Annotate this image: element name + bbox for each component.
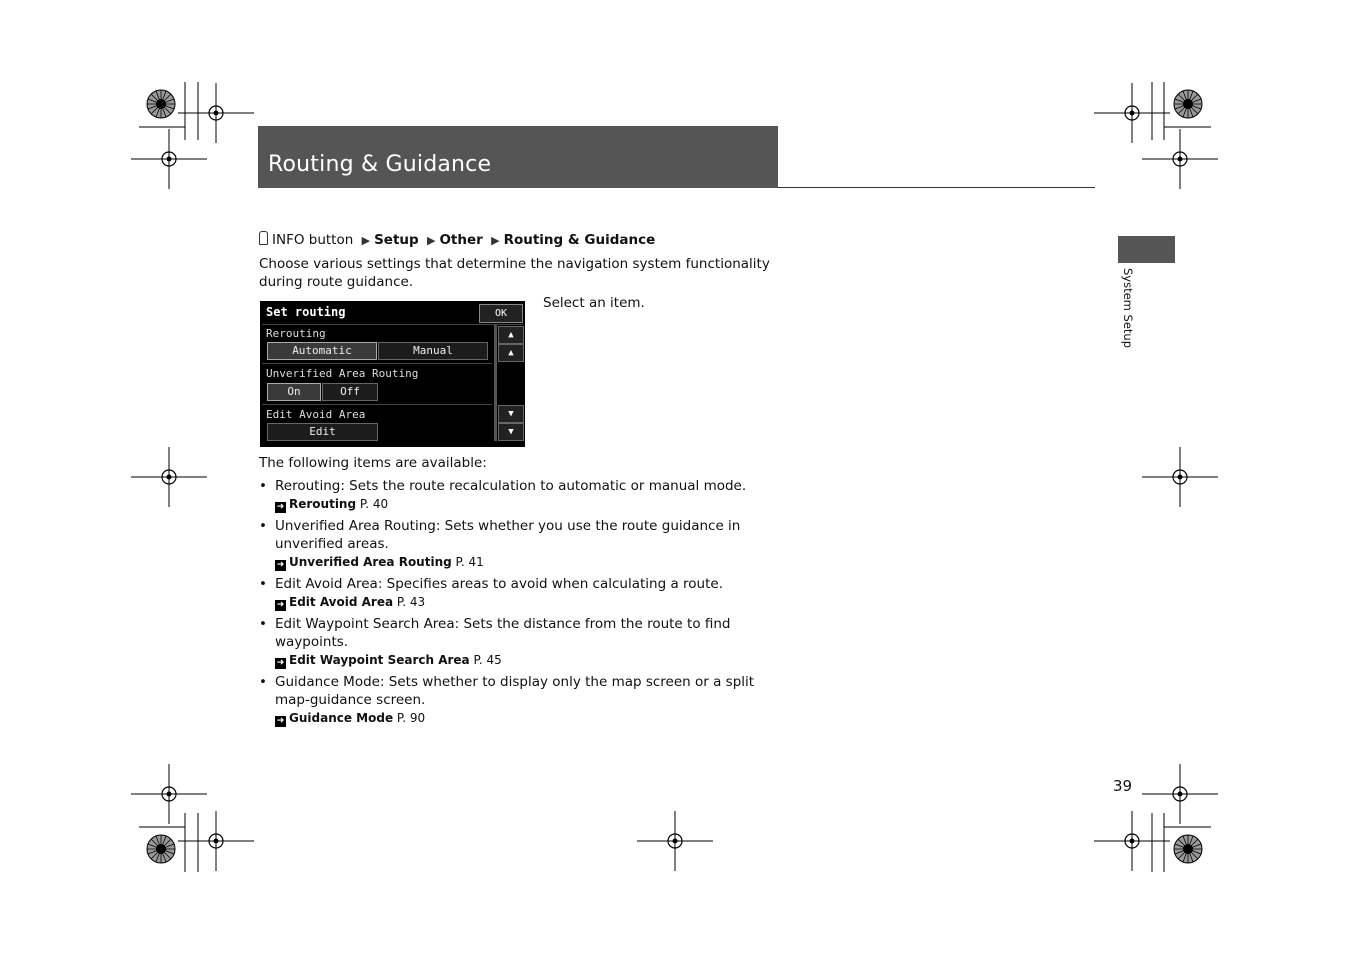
unverified-off-button[interactable]: Off — [322, 383, 378, 401]
ref-name: Unverified Area Routing — [289, 555, 452, 569]
ref-name: Edit Avoid Area — [289, 595, 394, 609]
reference-arrow-icon: ➜ — [276, 600, 285, 610]
list-item — [259, 615, 784, 669]
rerouting-manual-button[interactable]: Manual — [378, 342, 488, 360]
ref-page: P. 43 — [396, 595, 426, 609]
item-term: Rerouting — [275, 478, 341, 494]
list-item — [259, 673, 784, 727]
breadcrumb-step: Setup — [374, 232, 419, 248]
edit-avoid-button[interactable]: Edit — [267, 423, 378, 441]
ok-button[interactable]: OK — [479, 304, 523, 323]
rerouting-automatic-button[interactable]: Automatic — [267, 342, 377, 360]
info-button-icon — [259, 231, 268, 245]
list-item — [259, 517, 784, 571]
divider — [262, 363, 492, 364]
down-icon[interactable]: ▼ — [498, 405, 524, 423]
ref-page: P. 90 — [396, 711, 426, 725]
item-desc: : Sets the distance from the route to find waypoints. — [275, 616, 731, 650]
page-title: Routing & Guidance — [268, 152, 492, 177]
breadcrumb-arrow-icon: ▶ — [361, 234, 371, 247]
cross-reference[interactable] — [275, 593, 784, 611]
item-desc: : Sets whether to display only the map screen or a split map-guidance screen. — [275, 674, 755, 708]
item-desc: : Sets the route recalculation to automatic or manual mode. — [340, 478, 747, 494]
title-bar — [258, 126, 778, 188]
reference-arrow-icon: ➜ — [276, 716, 285, 726]
breadcrumb-arrow-icon: ▶ — [426, 234, 436, 247]
ref-page: P. 41 — [455, 555, 484, 569]
item-desc: : Sets whether you use the route guidance in unverified areas. — [275, 518, 741, 552]
bullet: • — [259, 616, 267, 632]
item-term: Unverified Area Routing — [275, 518, 436, 534]
bullet: • — [259, 576, 267, 592]
scrollbar[interactable] — [494, 325, 497, 441]
ref-name: Edit Waypoint Search Area — [289, 653, 470, 667]
bullet: • — [259, 478, 267, 494]
screen-title: Set routing — [266, 305, 346, 319]
items-list — [259, 477, 784, 731]
breadcrumb-arrow-icon: ▶ — [491, 234, 500, 247]
set-routing-screen — [260, 301, 525, 447]
divider — [262, 324, 523, 325]
unverified-label: Unverified Area Routing — [266, 367, 419, 380]
breadcrumb-step: Other — [439, 232, 483, 248]
list-item — [259, 477, 784, 513]
rerouting-label: Rerouting — [266, 327, 326, 340]
section-tab — [1118, 236, 1175, 263]
double-down-icon[interactable]: ▼ — [498, 423, 524, 441]
divider — [262, 404, 492, 405]
bullet: • — [259, 674, 267, 690]
bullet: • — [259, 518, 267, 534]
item-term: Guidance Mode — [275, 674, 380, 690]
cross-reference[interactable] — [275, 553, 784, 571]
reference-arrow-icon: ➜ — [276, 560, 285, 570]
ref-page: P. 45 — [473, 653, 502, 667]
item-term: Edit Waypoint Search Area — [275, 616, 455, 632]
reference-arrow-icon: ➜ — [276, 502, 285, 512]
breadcrumb — [259, 231, 655, 248]
available-intro: The following items are available: — [259, 455, 487, 471]
title-rule — [778, 187, 1095, 188]
item-desc: : Specifies areas to avoid when calculating a route. — [377, 576, 723, 592]
edit-avoid-label: Edit Avoid Area — [266, 408, 366, 421]
ref-name: Guidance Mode — [289, 711, 394, 725]
ref-page: P. 40 — [359, 497, 389, 511]
up-icon[interactable]: ▲ — [498, 344, 524, 362]
page-number: 39 — [1113, 777, 1133, 795]
unverified-on-button[interactable]: On — [267, 383, 321, 401]
item-term: Edit Avoid Area — [275, 576, 378, 592]
list-item — [259, 575, 784, 611]
cross-reference[interactable] — [275, 651, 784, 669]
breadcrumb-prefix: INFO button — [272, 232, 354, 248]
reference-arrow-icon: ➜ — [276, 658, 285, 668]
cross-reference[interactable] — [275, 709, 784, 727]
select-item-caption: Select an item. — [543, 295, 645, 311]
ref-name: Rerouting — [289, 497, 357, 511]
double-up-icon[interactable]: ▲ — [498, 326, 524, 344]
cross-reference[interactable] — [275, 495, 784, 513]
breadcrumb-step: Routing & Guidance — [503, 232, 656, 248]
intro-text: Choose various settings that determine the navigation system functionality during route guidance. — [259, 256, 770, 290]
section-tab-label: System Setup — [1121, 268, 1135, 349]
